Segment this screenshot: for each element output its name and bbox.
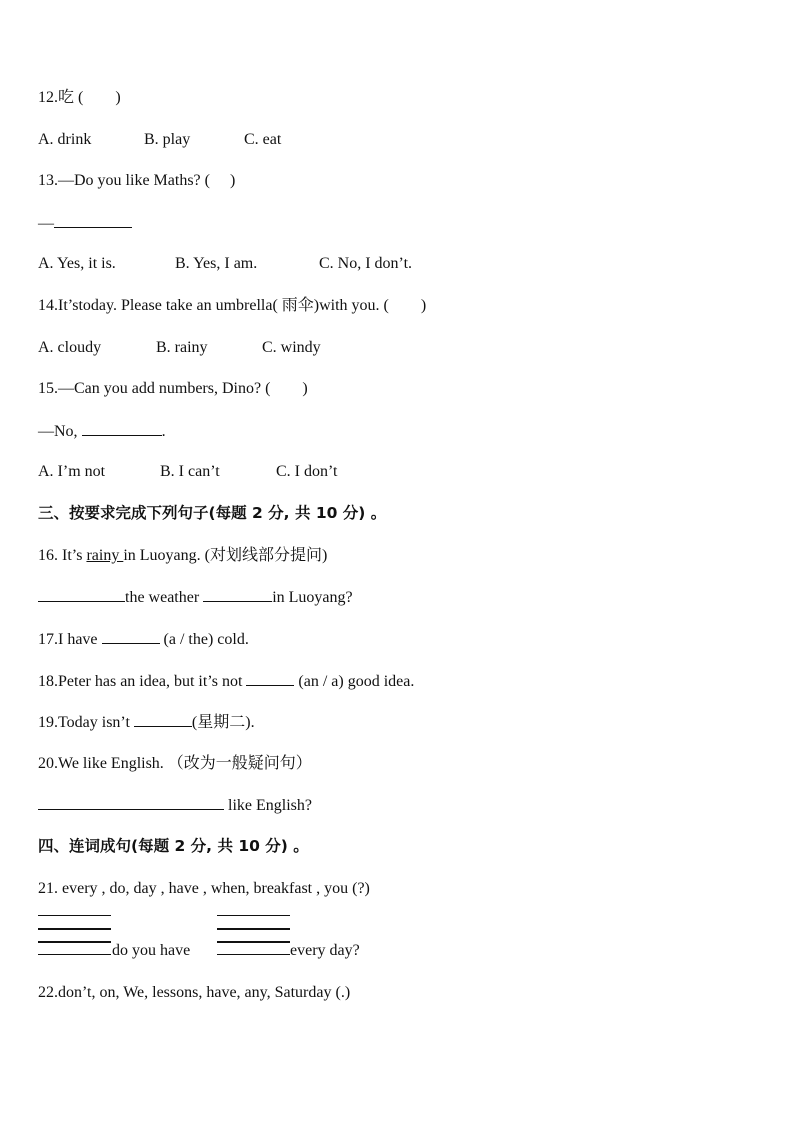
answer-blank[interactable] — [102, 629, 160, 644]
stem-suffix: in Luoyang. (对划线部分提问) — [123, 547, 328, 564]
answer-blank-1[interactable] — [38, 587, 125, 602]
question-21-end-text: every day? — [290, 942, 360, 959]
option-b[interactable]: B. Yes, I am. — [175, 255, 258, 272]
section-4-heading: 四、连词成句(每题 2 分, 共 10 分) 。 — [38, 837, 309, 855]
question-22-stem: 22.don’t, on, We, lessons, have, any, Saturday (.) — [38, 984, 351, 1001]
stem-suffix: (a / the) cold. — [159, 631, 249, 648]
option-b[interactable]: B. I can’t — [160, 463, 220, 480]
answer-suffix: . — [161, 423, 166, 440]
answer-blank-stack-1[interactable] — [38, 915, 111, 957]
stem-prefix: 16. It’s — [38, 547, 87, 564]
question-20-stem: 20.We like English. （改为一般疑问句） — [38, 755, 312, 772]
question-16-stem — [38, 546, 327, 566]
answer-prefix: — — [38, 215, 54, 232]
question-15-answer-line — [38, 421, 166, 442]
option-a[interactable]: A. Yes, it is. — [38, 255, 116, 272]
question-17 — [38, 629, 249, 650]
option-a[interactable]: A. I’m not — [38, 463, 106, 480]
answer-end: in Luoyang? — [272, 589, 353, 606]
answer-blank-stack-2[interactable] — [217, 915, 290, 957]
question-16-answer-line — [38, 587, 353, 608]
question-15-options — [38, 462, 337, 482]
answer-end: like English? — [224, 797, 312, 814]
answer-blank[interactable] — [134, 712, 192, 727]
option-b[interactable]: B. play — [144, 131, 191, 148]
answer-blank[interactable] — [38, 795, 224, 810]
blank-line — [217, 915, 290, 916]
option-c[interactable]: C. I don’t — [276, 463, 338, 480]
blank-line — [217, 928, 290, 930]
answer-blank[interactable] — [54, 213, 132, 228]
stem-prefix: 18.Peter has an idea, but it’s not — [38, 673, 247, 690]
option-a[interactable]: A. cloudy — [38, 339, 102, 356]
answer-blank[interactable] — [246, 671, 294, 686]
question-14-stem: 14.It’stoday. Please take an umbrella( 雨伞)with you. ( ) — [38, 297, 427, 314]
blank-line — [38, 928, 111, 930]
question-12-options — [38, 130, 281, 150]
underlined-word: rainy — [86, 547, 124, 564]
option-a[interactable]: A. drink — [38, 131, 92, 148]
question-15-stem: 15.—Can you add numbers, Dino? ( ) — [38, 380, 308, 397]
stem-suffix: (星期二). — [191, 714, 255, 731]
question-14-options — [38, 338, 321, 358]
question-13-answer-line — [38, 213, 132, 234]
question-20-answer-line — [38, 795, 312, 816]
stem-prefix: 17.I have — [38, 631, 102, 648]
option-c[interactable]: C. windy — [262, 339, 321, 356]
question-13-stem: 13.—Do you like Maths? ( ) — [38, 172, 236, 189]
answer-prefix: —No, — [38, 423, 82, 440]
option-c[interactable]: C. No, I don’t. — [319, 255, 413, 272]
question-21-stem: 21. every , do, day , have , when, breakfast , you (?) — [38, 880, 370, 897]
stem-prefix: 19.Today isn’t — [38, 714, 134, 731]
option-c[interactable]: C. eat — [244, 131, 282, 148]
question-12-stem: 12.吃 ( ) — [38, 89, 121, 106]
question-21-mid-text: do you have — [112, 942, 191, 959]
question-19 — [38, 712, 255, 733]
section-3-heading: 三、按要求完成下列句子(每题 2 分, 共 10 分) 。 — [38, 504, 387, 522]
blank-line — [38, 941, 111, 943]
stem-suffix: (an / a) good idea. — [294, 673, 415, 690]
answer-mid: the weather — [125, 589, 204, 606]
blank-line — [38, 954, 111, 955]
option-b[interactable]: B. rainy — [156, 339, 208, 356]
question-13-options — [38, 254, 412, 274]
blank-line — [217, 954, 290, 955]
blank-line — [217, 941, 290, 943]
answer-blank-2[interactable] — [203, 587, 272, 602]
blank-line — [38, 915, 111, 916]
question-18 — [38, 671, 414, 692]
answer-blank[interactable] — [82, 421, 162, 436]
